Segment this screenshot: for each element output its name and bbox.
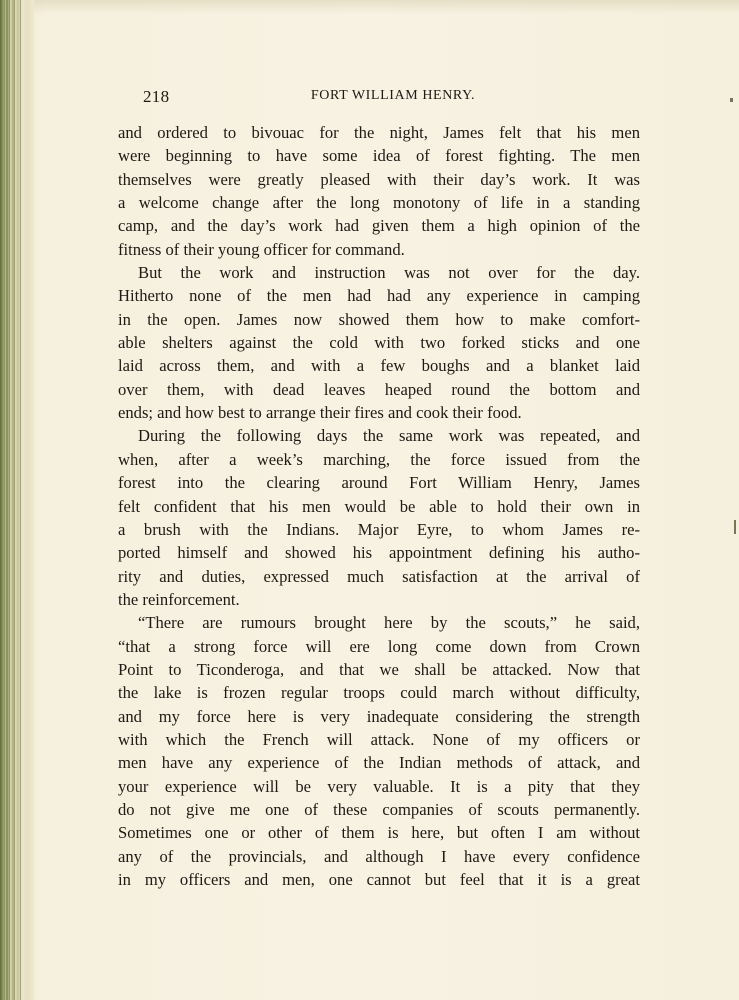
text-line: were beginning to have some idea of forest fighting. The men bbox=[118, 146, 640, 166]
text-line: “There are rumours brought here by the scouts,” he said, bbox=[138, 613, 640, 633]
text-line: ported himself and showed his appointment defining his autho- bbox=[118, 543, 640, 563]
text-line: But the work and instruction was not over for the day. bbox=[138, 263, 640, 283]
text-line: fitness of their young officer for command. bbox=[118, 239, 405, 259]
top-shadow bbox=[34, 0, 739, 14]
text-line: During the following days the same work was repeated, and bbox=[138, 426, 640, 446]
text-line: a welcome change after the long monotony of life in a standing bbox=[118, 193, 640, 213]
text-line: any of the provincials, and although I have every confidence bbox=[118, 846, 640, 866]
book-spine-edge bbox=[0, 0, 34, 1000]
running-title: FORT WILLIAM HENRY. bbox=[310, 88, 476, 103]
spine-rule bbox=[4, 0, 5, 1000]
text-line: over them, with dead leaves heaped round the bottom and bbox=[118, 379, 640, 399]
spine-rule bbox=[14, 0, 15, 1000]
text-line: men have any experience of the Indian methods of attack, and bbox=[118, 753, 640, 773]
text-line: Hitherto none of the men had had any experience in camping bbox=[118, 286, 640, 306]
text-line: Point to Ticonderoga, and that we shall be attacked. Now that bbox=[118, 659, 640, 679]
text-line: and ordered to bivouac for the night, James felt that his men bbox=[118, 123, 640, 142]
page-number: 218 bbox=[143, 87, 170, 106]
text-line: your experience will be very valuable. It is a pity that they bbox=[118, 776, 640, 796]
text-line: able shelters against the cold with two forked sticks and one bbox=[118, 333, 640, 353]
text-line: ends; and how best to arrange their fires and cook their food. bbox=[118, 403, 522, 423]
text-line: when, after a week’s marching, the force issued from the bbox=[118, 449, 640, 469]
text-line: “that a strong force will ere long come down from Crown bbox=[118, 636, 640, 656]
text-line: in my officers and men, one cannot but feel that it is a great bbox=[118, 870, 640, 889]
text-line: the reinforcement. bbox=[118, 589, 240, 609]
text-line: themselves were greatly pleased with their day’s work. It was bbox=[118, 169, 640, 189]
spine-rule bbox=[9, 0, 10, 1000]
page-header bbox=[143, 87, 643, 111]
margin-mark bbox=[730, 98, 733, 102]
text-line: with which the French will attack. None of my officers or bbox=[118, 729, 640, 749]
text-line: a brush with the Indians. Major Eyre, to whom James re- bbox=[118, 519, 640, 539]
text-line: camp, and the day’s work had given them a high opinion of the bbox=[118, 216, 640, 236]
text-line: do not give me one of these companies of scouts permanently. bbox=[118, 799, 640, 819]
text-line: felt confident that his men would be able to hold their own in bbox=[118, 496, 640, 516]
text-line: forest into the clearing around Fort William Henry, James bbox=[118, 473, 640, 493]
text-line: Sometimes one or other of them is here, but often I am without bbox=[118, 823, 640, 843]
margin-mark bbox=[734, 520, 736, 534]
text-line: in the open. James now showed them how to make comfort- bbox=[118, 309, 640, 329]
spine-rule bbox=[20, 0, 21, 1000]
text-line: the lake is frozen regular troops could march without difficulty, bbox=[118, 683, 640, 703]
body-text bbox=[118, 121, 640, 891]
text-line: laid across them, and with a few boughs and a blanket laid bbox=[118, 356, 640, 376]
text-line: rity and duties, expressed much satisfaction at the arrival of bbox=[118, 566, 640, 586]
text-line: and my force here is very inadequate considering the strength bbox=[118, 706, 640, 726]
